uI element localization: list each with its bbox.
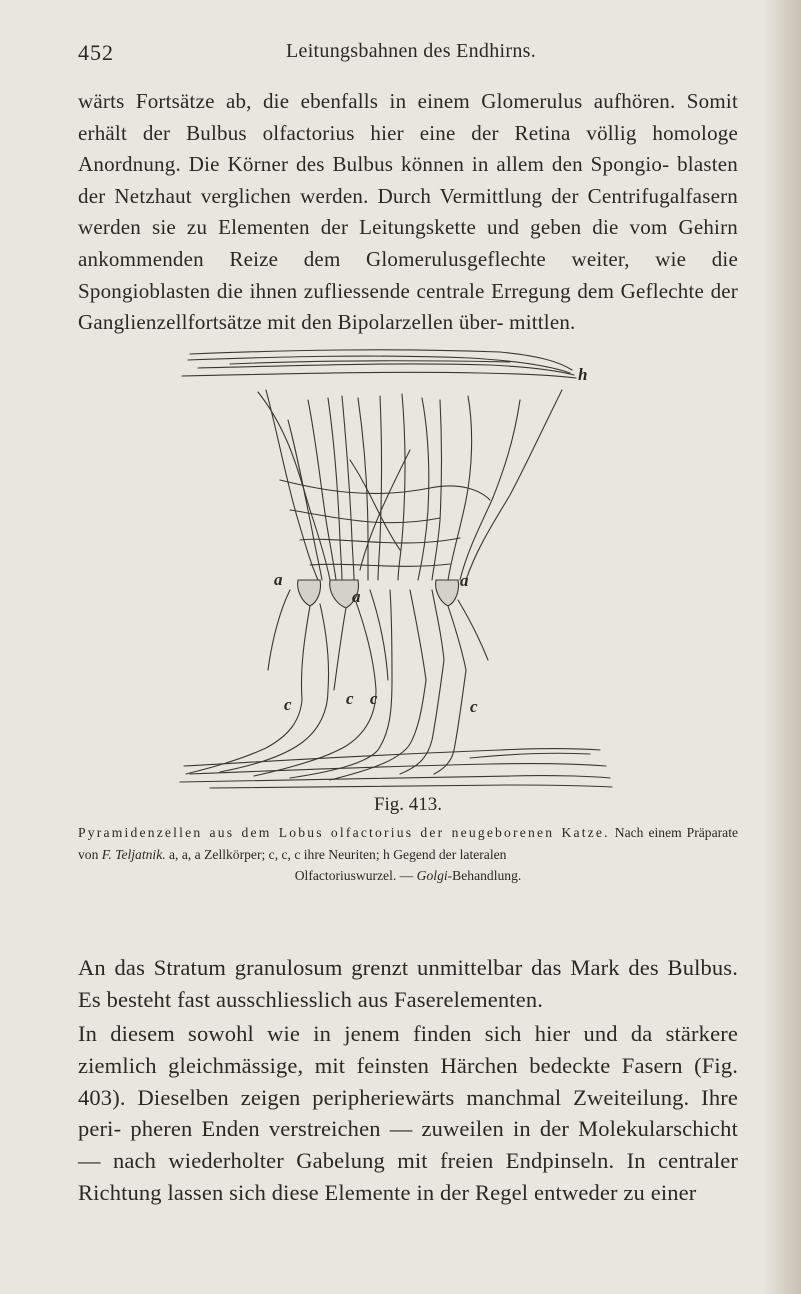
label-c-4: c [470,697,478,716]
running-head: Leitungsbahnen des Endhirns. [286,40,537,62]
pyramidal-cells-drawing [170,340,620,790]
label-c-1: c [284,695,292,714]
caption-part-3: Olfactoriuswurzel. — [294,868,417,884]
caption-author: F. Teljatnik. [101,846,166,862]
caption-part-2: a, a, a Zellkörper; c, c, c ihre Neuriten; h Gegend der lateralen [165,846,507,862]
label-c-3: c [370,689,378,708]
label-a-right: a [460,571,469,590]
label-a-left: a [274,570,283,589]
label-c-2: c [346,689,354,708]
label-h: h [578,365,588,384]
figure-caption [78,822,738,887]
body-paragraph-2: An das Stratum granulosum grenzt unmittelbar das Mark des Bulbus. Es besteht fast ausschliesslich aus Faserelementen. [78,955,738,1012]
caption-golgi: Golgi [416,868,448,884]
caption-part-1: Nach einem Präparate von [78,825,739,862]
label-a-middle: a [352,587,361,606]
caption-part-4: -Behandlung. [447,868,522,884]
figure-number: Fig. 413. [373,794,443,815]
caption-lead: Pyramidenzellen aus dem Lobus olfactorius der neugeborenen Katze. [78,825,610,840]
figure-413-illustration [170,340,620,790]
page-header [78,40,738,76]
body-paragraph-1: wärts Fortsätze ab, die ebenfalls in einem Glomerulus aufhören. Somit erhält der Bulbus olfactorius hier eine der Retina völlig homologe Anordnung. Die Körner des Bulbus können in allem den Spongio- blasten der Netzhaut verglichen werden. Durch Vermittlung der Centrifugalfasern werden sie zu Elementen der Leitungskette und geben die vom Gehirn ankommenden Reize dem Glomerulusgeflechte weiter, wie die Spongioblasten die ihnen zufliessende centrale Erregung dem Geflechte der Ganglienzellfortsätze mit den Bipolarzellen über- mittlen. [78,89,738,335]
caption-last-line [78,865,738,887]
page-edge-shadow [763,0,801,1294]
page-number: 452 [78,40,114,65]
body-paragraph-3: In diesem sowohl wie in jenem finden sich hier und da stärkere ziemlich gleichmässige, mit feinsten Härchen bedeckte Fasern (Fig. 403). Dieselben zeigen peripheriewärts manchmal Zweiteilung. Ihre peri- pheren Enden verstreichen — zuweilen in der Molekularschicht — nach wiederholter Gabelung mit freien Endpinseln. In centraler Richtung lassen sich diese Elemente in der Regel entweder zu einer [78,1021,738,1205]
